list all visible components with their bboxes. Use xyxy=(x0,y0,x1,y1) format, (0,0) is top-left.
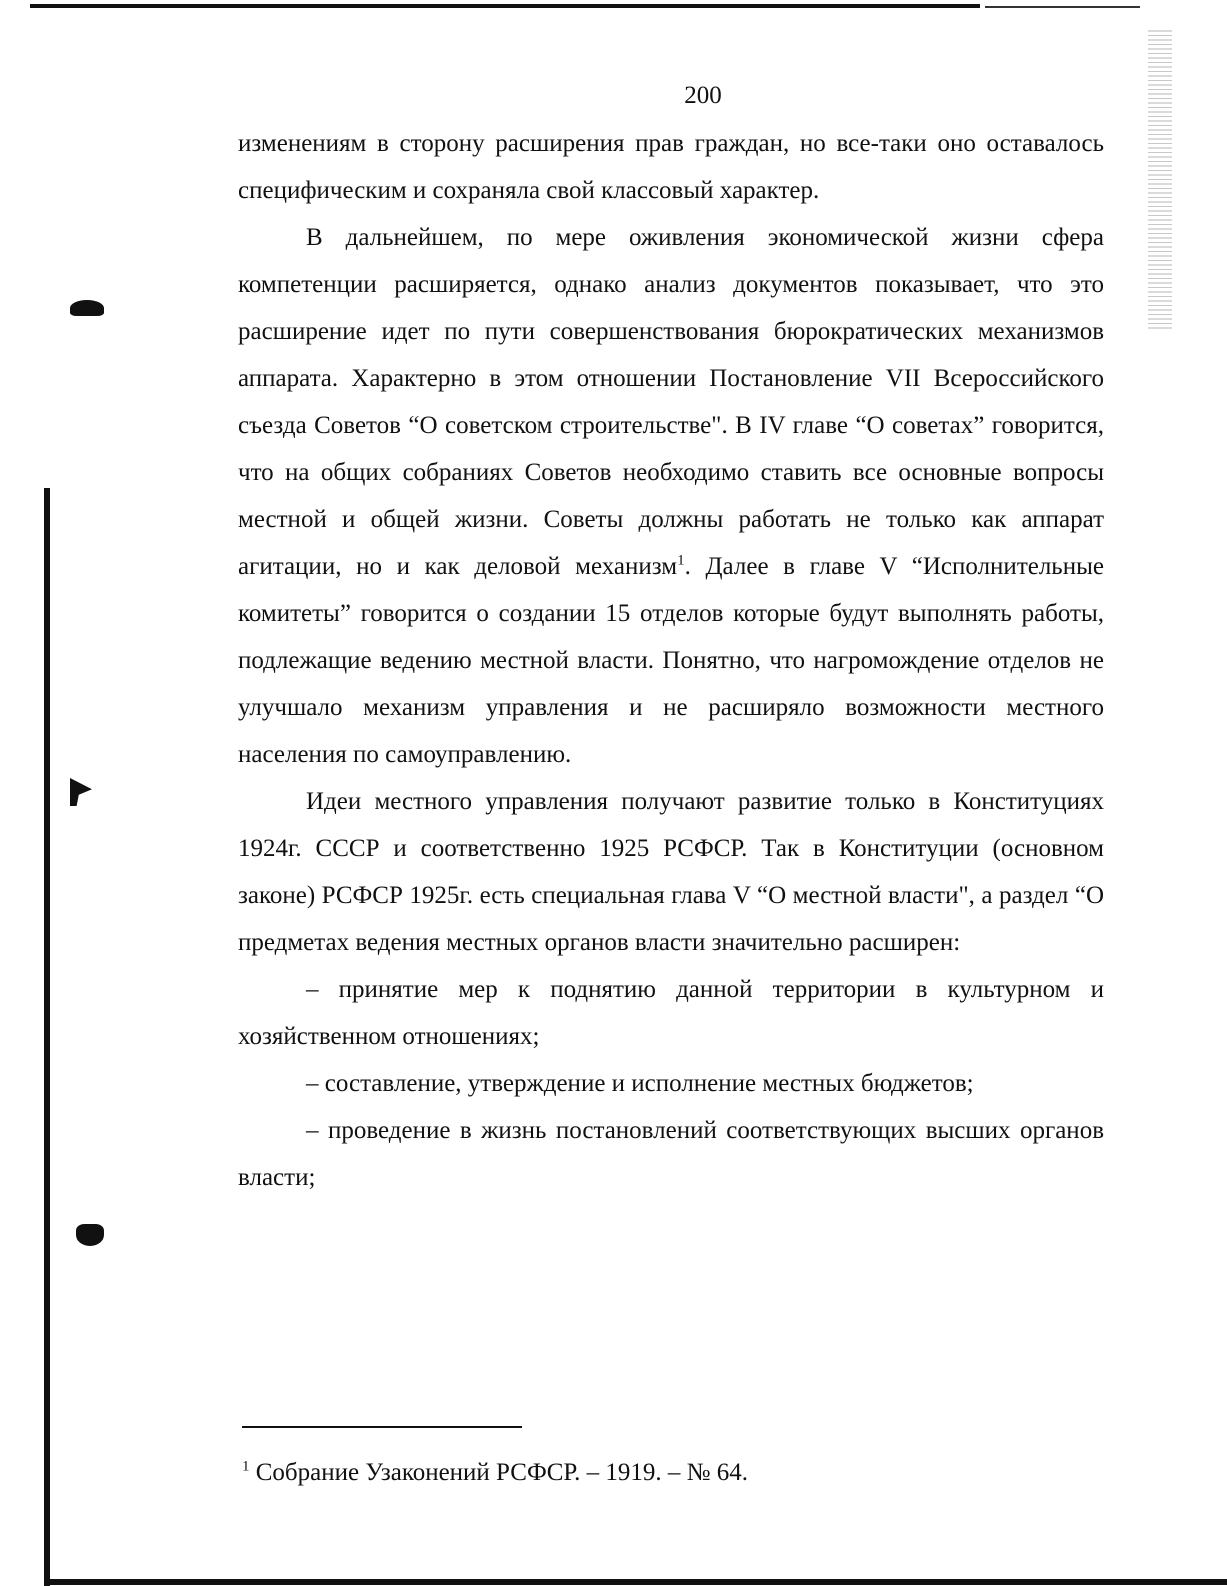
scan-top-rule-right xyxy=(985,6,1140,8)
footnote-marker: 1 xyxy=(242,1458,250,1475)
footnote-text: Собрание Узаконений РСФСР. – 1919. – № 64. xyxy=(249,1459,748,1486)
page-body xyxy=(238,120,1104,1201)
footnote-reference: 1 xyxy=(677,552,685,569)
scan-blot xyxy=(70,778,92,806)
paragraph xyxy=(238,214,1104,778)
list-item: – принятие мер к поднятию данной территории в культурном и хозяйственном отношениях; xyxy=(238,976,1104,1050)
paragraph-text: . Далее в главе V “Исполнительные комитеты” говорится о создании 15 отделов которые будут выполнять работы, подлежащие ведению местной власти. Понятно, что нагромождение отделов не улучшало механизм управления и не расширяло возможности местного населения по самоуправлению. xyxy=(238,553,1104,768)
paragraph: Идеи местного управления получают развитие только в Конституциях 1924г. СССР и соответственно 1925 РСФСР. Так в Конституции (основном законе) РСФСР 1925г. есть специальная глава V “О местной власти", а раздел “О предметах ведения местных органов власти значительно расширен: xyxy=(238,788,1104,956)
page-number: 200 xyxy=(684,82,722,109)
scan-blot xyxy=(70,300,104,316)
scan-blot xyxy=(76,1224,104,1246)
paragraph-text: В дальнейшем, по мере оживления экономической жизни сфера компетенции расширяется, однако анализ документов показывает, что это расширение идет по пути совершенствования бюрократических механизмов аппарата. Характерно в этом отношении Постановление VII Всероссийского съезда Советов “О советском строительстве". В IV главе “О советах” говорится, что на общих собраниях Советов необходимо ставить все основные вопросы местной и общей жизни. Советы должны работать не только как аппарат агитации, но и как деловой механизм xyxy=(238,224,1104,580)
scan-left-edge xyxy=(44,488,50,1586)
footnote-separator xyxy=(242,1426,522,1428)
scan-edge-noise xyxy=(1148,30,1172,330)
scan-bottom-edge xyxy=(44,1579,1227,1585)
list-item: – проведение в жизнь постановлений соответствующих высших органов власти; xyxy=(238,1117,1104,1191)
scan-top-rule xyxy=(30,4,980,8)
paragraph: изменениям в сторону расширения прав граждан, но все-таки оно оставалось специфическим и сохраняла свой классовый характер. xyxy=(238,130,1104,204)
list-item: – составление, утверждение и исполнение местных бюджетов; xyxy=(306,1070,974,1097)
footnote xyxy=(242,1455,748,1491)
